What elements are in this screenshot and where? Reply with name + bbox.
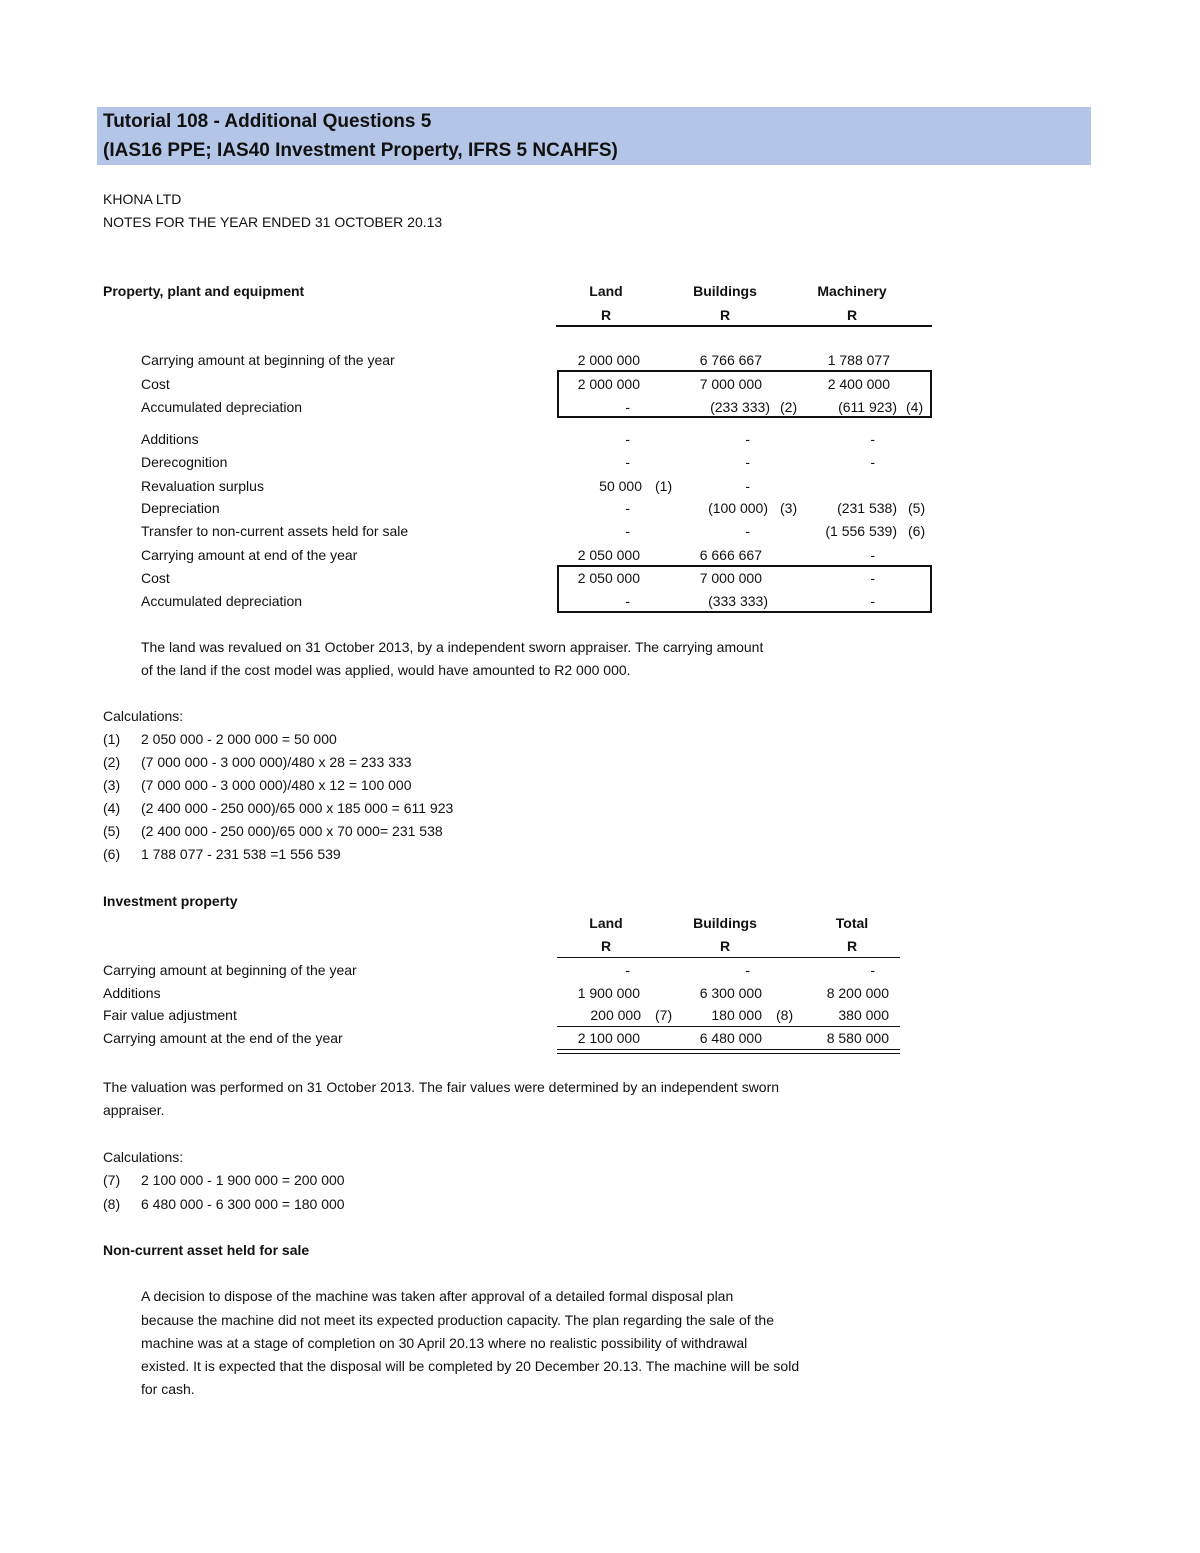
ppe-row-label: Transfer to non-current assets held for sale	[141, 523, 409, 539]
ip-heading: Investment property	[103, 893, 238, 909]
calc-text: 2 050 000 - 2 000 000 = 50 000	[141, 731, 337, 747]
calc-ref: (6)	[103, 846, 121, 862]
ip-subtotal-rule	[557, 1026, 900, 1027]
calc-ref: (5)	[103, 823, 121, 839]
ppe-row-label: Carrying amount at end of the year	[141, 547, 358, 563]
ppe-machinery-value: -	[870, 454, 875, 470]
ip-total-value: 8 200 000	[826, 985, 889, 1001]
calc-text: 2 100 000 - 1 900 000 = 200 000	[141, 1172, 345, 1188]
ppe-land-value: -	[625, 593, 630, 609]
ip-col-land: Land	[589, 915, 623, 931]
ip-unit-land: R	[600, 938, 612, 954]
ip-total-value: 380 000	[838, 1007, 889, 1023]
ip-note-line: appraiser.	[103, 1102, 165, 1118]
ppe-buildings-value: (233 333)	[710, 399, 770, 415]
ip-col-total: Total	[835, 915, 869, 931]
calc-text: 1 788 077 - 231 538 =1 556 539	[141, 846, 341, 862]
ppe-row-label: Depreciation	[141, 500, 220, 516]
ip-total-rule-top	[557, 1049, 900, 1050]
ncahfs-text-line: machine was at a stage of completion on 30 April 20.13 where no realistic possibility of withdrawal	[141, 1335, 748, 1351]
ppe-land-value: -	[625, 399, 630, 415]
ppe-buildings-ref: (3)	[780, 500, 798, 516]
ppe-land-value: 2 050 000	[577, 570, 640, 586]
ppe-machinery-value: -	[870, 570, 875, 586]
calc-text: 6 480 000 - 6 300 000 = 180 000	[141, 1196, 345, 1212]
ip-row-label: Additions	[103, 985, 161, 1001]
calc-ref: (4)	[103, 800, 121, 816]
ip-total-value: 8 580 000	[826, 1030, 889, 1046]
notes-subtitle: NOTES FOR THE YEAR ENDED 31 OCTOBER 20.13	[103, 214, 443, 230]
ip-land-value: 1 900 000	[577, 985, 640, 1001]
ppe-buildings-value: (333 333)	[708, 593, 768, 609]
ppe-col-land: Land	[589, 283, 623, 299]
ppe-machinery-ref: (5)	[908, 500, 926, 516]
ppe-unit-land: R	[600, 307, 612, 323]
ppe-row-label: Cost	[141, 570, 170, 586]
ppe-buildings-value: -	[745, 454, 750, 470]
calc-ref: (3)	[103, 777, 121, 793]
ip-land-value: 2 100 000	[577, 1030, 640, 1046]
ip-row-label: Fair value adjustment	[103, 1007, 237, 1023]
ppe-land-ref: (1)	[655, 478, 673, 494]
ip-row-label: Carrying amount at beginning of the year	[103, 962, 357, 978]
ppe-machinery-value: (611 923)	[838, 399, 897, 415]
ip-note-line: The valuation was performed on 31 October 2013. The fair values were determined by an independent sworn	[103, 1079, 780, 1095]
ncahfs-heading: Non-current asset held for sale	[103, 1242, 310, 1258]
ppe-buildings-value: 6 666 667	[699, 547, 762, 563]
ppe-col-buildings: Buildings	[693, 283, 757, 299]
ppe-buildings-value: 6 766 667	[699, 352, 762, 368]
ip-buildings-value: 6 300 000	[699, 985, 762, 1001]
ppe-heading: Property, plant and equipment	[103, 283, 305, 299]
page-title: Tutorial 108 - Additional Questions 5	[103, 111, 432, 132]
ppe-machinery-value: -	[870, 547, 875, 563]
ppe-machinery-value: 1 788 077	[827, 352, 890, 368]
ppe-land-value: -	[625, 431, 630, 447]
ip-total-value: -	[870, 962, 875, 978]
ppe-row-label: Accumulated depreciation	[141, 593, 303, 609]
ppe-row-label: Revaluation surplus	[141, 478, 264, 494]
ppe-land-value: 2 050 000	[577, 547, 640, 563]
ppe-note-line: of the land if the cost model was applied, would have amounted to R2 000 000.	[141, 662, 631, 678]
ppe-row-label: Additions	[141, 431, 199, 447]
ppe-machinery-ref: (4)	[906, 399, 924, 415]
ppe-buildings-value: -	[745, 478, 750, 494]
ip-buildings-value: 6 480 000	[699, 1030, 762, 1046]
ppe-calc-heading: Calculations:	[103, 708, 184, 724]
ip-land-value: -	[625, 962, 630, 978]
calc-text: (7 000 000 - 3 000 000)/480 x 28 = 233 333	[141, 754, 412, 770]
ip-header-rule	[557, 957, 900, 958]
ppe-machinery-value: (231 538)	[837, 500, 897, 516]
ppe-land-value: 2 000 000	[577, 376, 640, 392]
ppe-land-value: 2 000 000	[577, 352, 640, 368]
ncahfs-text-line: for cash.	[141, 1381, 195, 1397]
ppe-machinery-value: -	[870, 593, 875, 609]
ppe-header-rule	[556, 325, 932, 327]
ip-land-value: 200 000	[590, 1007, 641, 1023]
ppe-row-label: Accumulated depreciation	[141, 399, 303, 415]
ip-unit-buildings: R	[719, 938, 731, 954]
ppe-col-machinery: Machinery	[817, 283, 887, 299]
ppe-land-value: -	[625, 454, 630, 470]
ip-buildings-value: -	[745, 962, 750, 978]
calc-text: (2 400 000 - 250 000)/65 000 x 185 000 = 611 923	[141, 800, 454, 816]
ncahfs-text-line: existed. It is expected that the disposal will be completed by 20 December 20.13. The machine will be sold	[141, 1358, 800, 1374]
calc-ref: (2)	[103, 754, 121, 770]
ppe-machinery-value: 2 400 000	[827, 376, 890, 392]
calc-text: (7 000 000 - 3 000 000)/480 x 12 = 100 000	[141, 777, 412, 793]
ip-unit-total: R	[846, 938, 858, 954]
calc-ref: (1)	[103, 731, 121, 747]
ppe-buildings-value: -	[745, 523, 750, 539]
ip-row-label: Carrying amount at the end of the year	[103, 1030, 343, 1046]
calc-text: (2 400 000 - 250 000)/65 000 x 70 000= 231 538	[141, 823, 443, 839]
ip-total-rule-bottom	[557, 1053, 900, 1054]
ip-calc-heading: Calculations:	[103, 1149, 184, 1165]
calc-ref: (8)	[103, 1196, 121, 1212]
ip-land-ref: (7)	[655, 1007, 673, 1023]
ppe-land-value: -	[625, 500, 630, 516]
ppe-unit-machinery: R	[846, 307, 858, 323]
ppe-row-label: Derecognition	[141, 454, 228, 470]
ppe-machinery-ref: (6)	[908, 523, 926, 539]
ppe-row-label: Cost	[141, 376, 170, 392]
ppe-buildings-value: 7 000 000	[699, 570, 762, 586]
ppe-buildings-value: 7 000 000	[699, 376, 762, 392]
ip-col-buildings: Buildings	[693, 915, 757, 931]
ppe-machinery-value: (1 556 539)	[825, 523, 897, 539]
ppe-buildings-ref: (2)	[780, 399, 798, 415]
company-name: KHONA LTD	[103, 191, 182, 207]
ppe-land-value: -	[625, 523, 630, 539]
ip-buildings-ref: (8)	[776, 1007, 794, 1023]
ip-buildings-value: 180 000	[711, 1007, 762, 1023]
ppe-note-line: The land was revalued on 31 October 2013, by a independent sworn appraiser. The carrying amount	[141, 639, 764, 655]
ppe-unit-buildings: R	[719, 307, 731, 323]
ppe-machinery-value: -	[870, 431, 875, 447]
calc-ref: (7)	[103, 1172, 121, 1188]
page-subtitle: (IAS16 PPE; IAS40 Investment Property, IFRS 5 NCAHFS)	[103, 140, 618, 161]
ncahfs-text-line: A decision to dispose of the machine was taken after approval of a detailed formal disposal plan	[141, 1288, 734, 1304]
ppe-land-value: 50 000	[599, 478, 642, 494]
ppe-buildings-value: (100 000)	[708, 500, 768, 516]
ncahfs-text-line: because the machine did not meet its expected production capacity. The plan regarding the sale of the	[141, 1312, 774, 1328]
ppe-buildings-value: -	[745, 431, 750, 447]
ppe-row-label: Carrying amount at beginning of the year	[141, 352, 395, 368]
